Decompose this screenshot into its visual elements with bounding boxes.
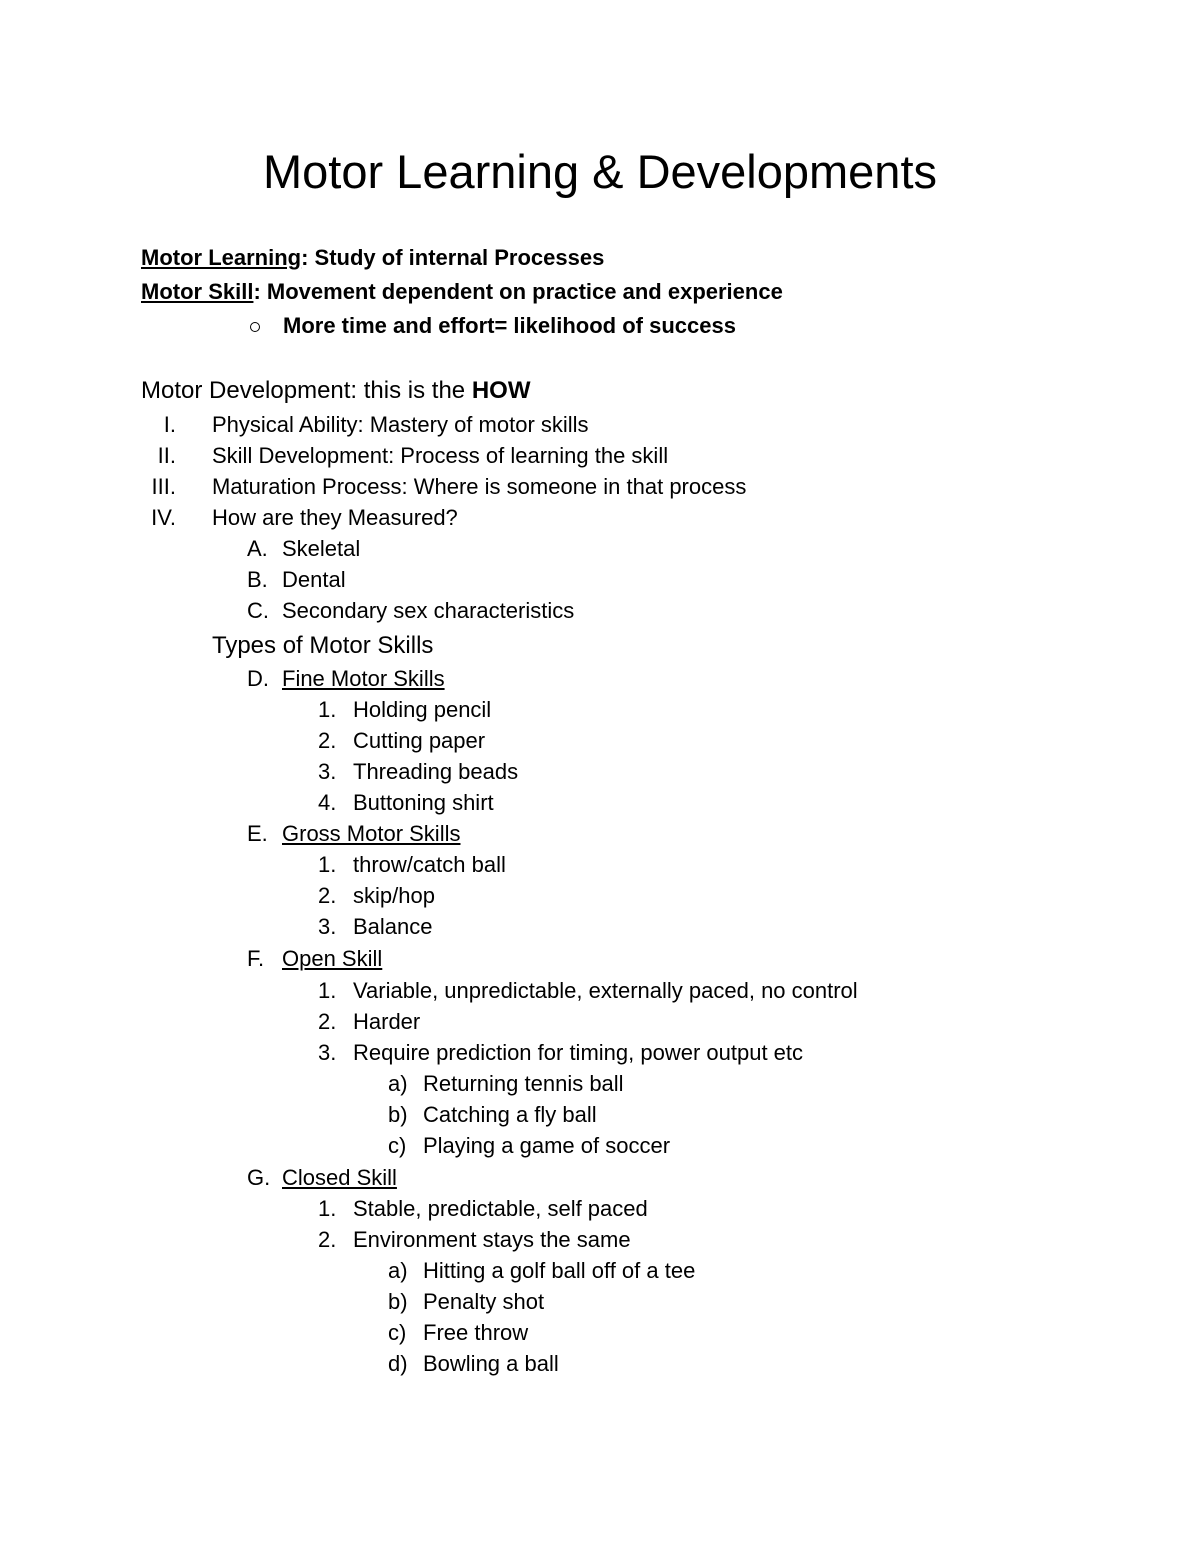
list-item: Skeletal: [282, 536, 361, 561]
list-item: Balance: [353, 914, 433, 939]
definition-term: Motor Skill: [141, 279, 254, 304]
list-item: Maturation Process: Where is someone in that process: [212, 474, 747, 499]
roman-marker: III.: [151, 474, 176, 499]
num-marker: 3.: [318, 1040, 337, 1065]
num-marker: 1.: [318, 697, 337, 722]
list-item: Holding pencil: [353, 697, 492, 722]
list-item: Hitting a golf ball off of a tee: [423, 1258, 696, 1283]
skill-type-closed: Closed Skill: [282, 1165, 397, 1190]
alpha-marker: D.: [247, 666, 269, 691]
sub-alpha-marker: a): [388, 1071, 408, 1096]
list-item: Environment stays the same: [353, 1227, 631, 1252]
list-item: Require prediction for timing, power output etc: [353, 1040, 804, 1065]
alpha-marker: C.: [247, 598, 269, 623]
definition-text: Study of internal Processes: [308, 245, 605, 270]
roman-marker: I.: [163, 412, 176, 437]
list-item: How are they Measured?: [212, 505, 458, 530]
sub-alpha-marker: b): [388, 1102, 408, 1127]
page-title: Motor Learning & Developments: [262, 145, 938, 198]
alpha-marker: B.: [247, 567, 268, 592]
list-item: Stable, predictable, self paced: [353, 1196, 648, 1221]
list-item: Variable, unpredictable, externally paced, no control: [353, 978, 858, 1003]
num-marker: 3.: [318, 759, 337, 784]
alpha-marker: G.: [247, 1165, 271, 1190]
list-item: Dental: [282, 567, 346, 592]
alpha-marker: E.: [247, 821, 268, 846]
definition-motor-learning: Motor Learning: Study of internal Processes: [141, 245, 605, 270]
definition-term: Motor Learning: [141, 245, 302, 270]
sub-alpha-marker: b): [388, 1289, 408, 1314]
skill-type-open: Open Skill: [282, 946, 383, 971]
sub-alpha-marker: c): [388, 1320, 407, 1345]
list-item: Returning tennis ball: [423, 1071, 624, 1096]
section-heading-types: Types of Motor Skills: [212, 632, 434, 659]
definition-motor-skill: Motor Skill: Movement dependent on practice and experience: [141, 279, 783, 304]
list-item: throw/catch ball: [353, 852, 506, 877]
num-marker: 4.: [318, 790, 337, 815]
sub-alpha-marker: a): [388, 1258, 408, 1283]
list-item: Harder: [353, 1009, 421, 1034]
alpha-marker: A.: [247, 536, 268, 561]
roman-marker: II.: [157, 443, 176, 468]
sub-bullet-text: More time and effort= likelihood of success: [283, 313, 736, 338]
num-marker: 2.: [318, 1009, 337, 1034]
list-item: Playing a game of soccer: [423, 1133, 671, 1158]
list-item: Bowling a ball: [423, 1351, 559, 1376]
sub-alpha-marker: d): [388, 1351, 408, 1376]
skill-type-gross: Gross Motor Skills: [282, 821, 461, 846]
list-item: Penalty shot: [423, 1289, 545, 1314]
alpha-marker: F.: [247, 946, 265, 971]
list-item: Cutting paper: [353, 728, 486, 753]
list-item: Physical Ability: Mastery of motor skills: [212, 412, 589, 437]
num-marker: 3.: [318, 914, 337, 939]
list-item: Secondary sex characteristics: [282, 598, 575, 623]
list-item: Skill Development: Process of learning the skill: [212, 443, 669, 468]
num-marker: 2.: [318, 883, 337, 908]
num-marker: 1.: [318, 978, 337, 1003]
num-marker: 2.: [318, 1227, 337, 1252]
sub-alpha-marker: c): [388, 1133, 407, 1158]
num-marker: 2.: [318, 728, 337, 753]
list-item: Catching a fly ball: [423, 1102, 597, 1127]
roman-marker: IV.: [151, 505, 176, 530]
section-heading-motor-development: Motor Development: this is the HOW: [141, 377, 531, 404]
list-item: Threading beads: [353, 759, 519, 784]
definition-text: Movement dependent on practice and experience: [260, 279, 783, 304]
hollow-bullet-icon: [250, 322, 260, 332]
list-item: Buttoning shirt: [353, 790, 494, 815]
skill-type-fine: Fine Motor Skills: [282, 666, 445, 691]
list-item: Free throw: [423, 1320, 529, 1345]
list-item: skip/hop: [353, 883, 435, 908]
num-marker: 1.: [318, 1196, 337, 1221]
num-marker: 1.: [318, 852, 337, 877]
